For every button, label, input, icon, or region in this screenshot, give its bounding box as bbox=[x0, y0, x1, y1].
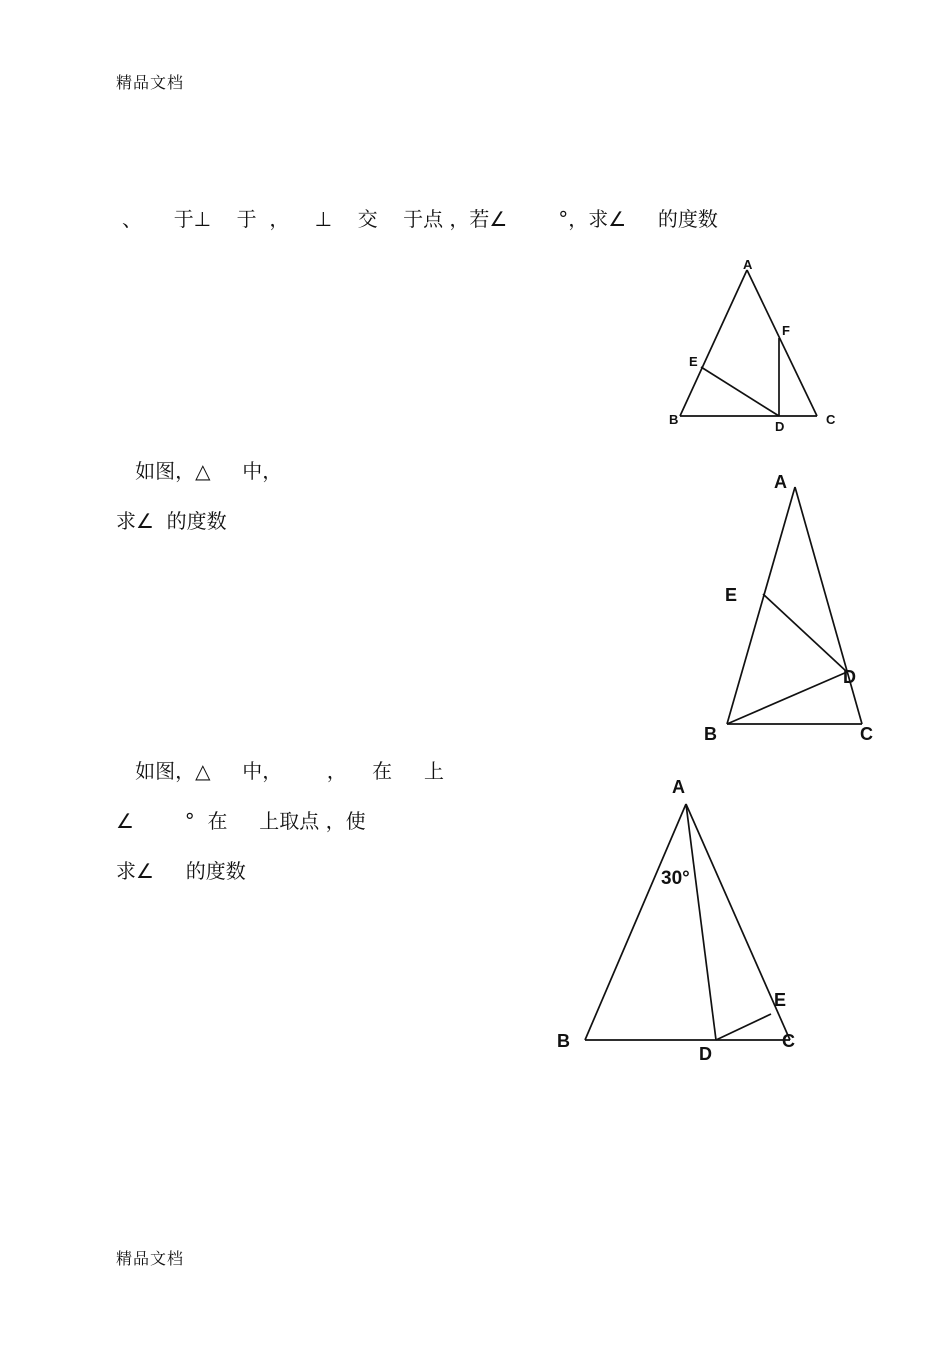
fig1-label-a: A bbox=[743, 257, 753, 272]
fig3-label-e: E bbox=[774, 990, 787, 1010]
problem-3-line-3: 求∠ 的度数 bbox=[116, 859, 246, 883]
fig1-label-d: D bbox=[775, 419, 785, 434]
fig3-label-a: A bbox=[672, 777, 685, 797]
fig3-side-ab bbox=[585, 804, 686, 1040]
page-header: 精品文档 bbox=[116, 73, 185, 92]
fig1-label-f: F bbox=[782, 323, 790, 338]
fig1-label-e: E bbox=[689, 354, 698, 369]
problem-2-line-2: 求∠ 的度数 bbox=[116, 509, 227, 533]
fig3-label-d: D bbox=[699, 1044, 712, 1064]
problem-3-line-1: 如图，△ 中， ， 在 上 bbox=[116, 759, 444, 783]
fig2-label-b: B bbox=[704, 724, 717, 744]
problem-3-line-2: ∠ ° 在 上取点 ，使 bbox=[116, 809, 366, 833]
fig1-label-c: C bbox=[826, 412, 836, 427]
fig2-label-d: D bbox=[843, 667, 856, 687]
fig3-segment-de bbox=[716, 1014, 771, 1040]
problem-2-line-1: 如图，△ 中， bbox=[116, 459, 283, 483]
fig1-label-b: B bbox=[669, 412, 679, 427]
page-footer: 精品文档 bbox=[116, 1249, 185, 1268]
fig3-angle-label: 30° bbox=[661, 868, 690, 889]
fig2-label-e: E bbox=[725, 585, 738, 605]
fig3-label-c: C bbox=[782, 1031, 795, 1051]
fig3-label-b: B bbox=[557, 1031, 570, 1051]
problem-1-line-1: 、 于⊥ 于 ， ⊥ 交 于点 ，若∠ °，求∠ 的度数 bbox=[122, 207, 718, 231]
fig2-label-a: A bbox=[774, 472, 787, 492]
fig2-label-c: C bbox=[860, 724, 873, 744]
